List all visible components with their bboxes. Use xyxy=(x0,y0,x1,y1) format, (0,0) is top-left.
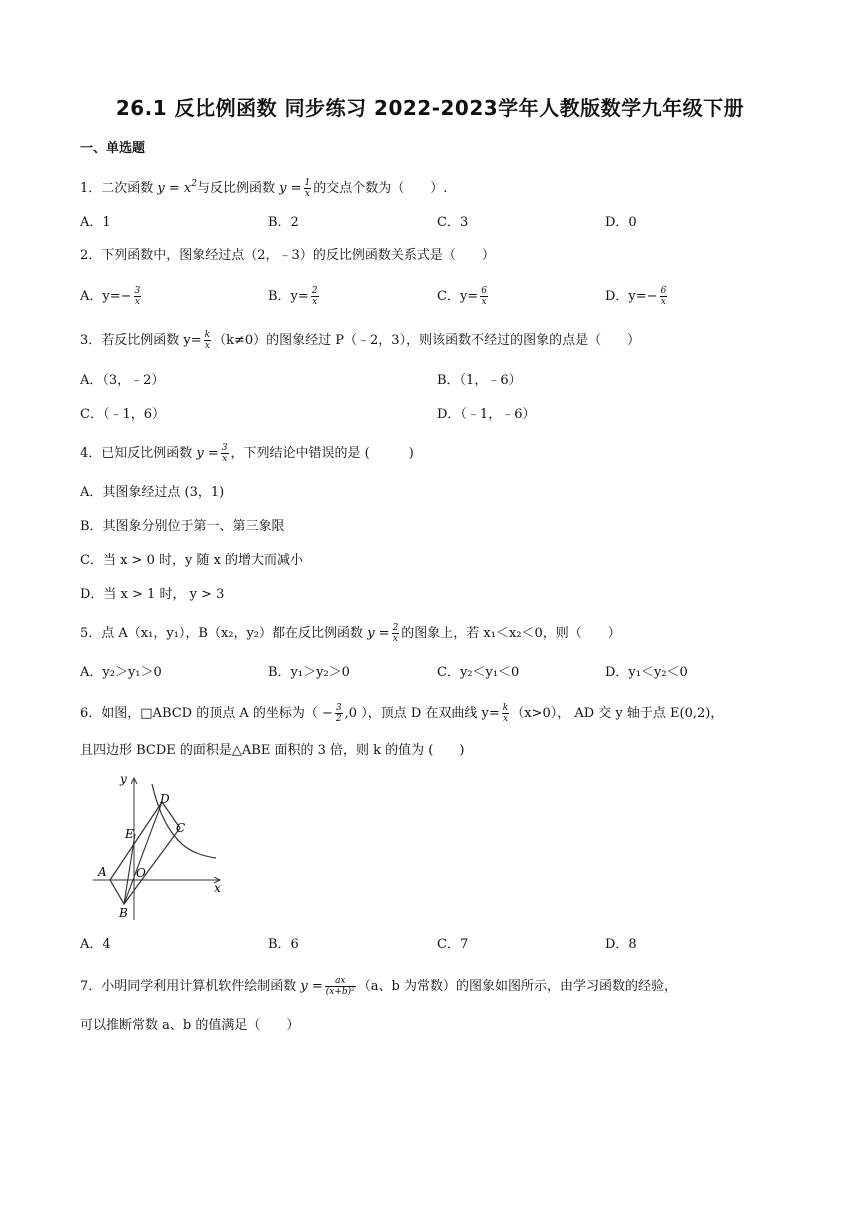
question-6-options xyxy=(80,935,720,955)
label-b: B xyxy=(119,906,128,920)
question-1: 1．二次函数 $y = x^2$与反比例函数 y = $\frac{1}{x}$ 的交点个数为（ ）. xyxy=(80,178,448,199)
question-7-line-2: 可以推断常数 a、b 的值满足（ ） xyxy=(80,1018,300,1033)
section-heading: 一、单选题 xyxy=(80,141,146,156)
label-x: x xyxy=(214,881,221,895)
question-5: 5．点 A（x₁，y₁），B（x₂，y₂）都在反比例函数 y = $\frac{2}{x}$ 的图象上，若 x₁＜x₂＜0，则（ ） xyxy=(80,623,621,644)
question-3: 3．若反比例函数 y= $\frac{k}{x}$ （k≠0）的图象经过 P（﹣2，3），则该函数不经过的图象的点是（ ） xyxy=(80,330,641,351)
question-6-line-2: 且四边形 BCDE 的面积是△ABE 面积的 3 倍，则 k 的值为 ( ) xyxy=(80,743,465,758)
question-6: 6．如图，□ABCD 的顶点 A 的坐标为（ − $\frac{3}{2}$ ,0 ），顶点 D 在双曲线 y= $\frac{k}{x}$ （x>0）， AD 交 y 轴于点 E(0,2)， xyxy=(80,703,724,724)
question-2: 2．下列函数中，图象经过点（2，﹣3）的反比例函数关系式是（ ） xyxy=(80,248,495,263)
label-a: A xyxy=(98,865,107,879)
option-a[interactable]: A．y=− $\frac{3}{x}$ xyxy=(80,286,141,307)
option-c[interactable]: C．7 xyxy=(437,937,469,952)
option-b[interactable]: B．6 xyxy=(268,937,299,952)
label-d: D xyxy=(160,792,170,806)
option-b[interactable]: B．其图象分别位于第一、第三象限 xyxy=(80,519,285,534)
label-c: C xyxy=(176,821,186,835)
question-3-options-row1 xyxy=(80,371,720,391)
option-a[interactable]: A．4 xyxy=(80,937,111,952)
option-b[interactable]: B．y= $\frac{2}{x}$ xyxy=(268,286,318,307)
option-c[interactable]: C．当 x > 0 时，y 随 x 的增大而减小 xyxy=(80,553,304,568)
option-d[interactable]: D．y₁＜y₂＜0 xyxy=(605,665,688,680)
option-d[interactable]: D．0 xyxy=(605,215,637,230)
fraction: $\frac{1}{x}$ xyxy=(304,178,311,199)
option-b[interactable]: B．y₁＞y₂＞0 xyxy=(268,665,350,680)
option-c[interactable]: C．y= $\frac{6}{x}$ xyxy=(437,286,487,307)
option-a[interactable]: A．y₂＞y₁＞0 xyxy=(80,665,162,680)
question-5-options xyxy=(80,663,720,683)
option-d[interactable]: D．y=− $\frac{6}{x}$ xyxy=(605,286,667,307)
option-b[interactable]: B．（1，﹣6） xyxy=(437,373,522,388)
page-title: 26.1 反比例函数 同步练习 2022-2023学年人教版数学九年级下册 xyxy=(115,96,745,120)
segment-be xyxy=(124,834,135,904)
question-4: 4．已知反比例函数 y = $\frac{3}{x}$ ，下列结论中错误的是 ( ) xyxy=(80,443,414,464)
question-1-options xyxy=(80,213,720,233)
parallelogram-abcd xyxy=(110,802,180,904)
label-o: O xyxy=(136,866,146,880)
option-a[interactable]: A．1 xyxy=(80,215,111,230)
question-2-options xyxy=(80,286,720,306)
option-c[interactable]: C．（﹣1，6） xyxy=(80,407,165,422)
label-e: E xyxy=(125,827,134,841)
option-d[interactable]: D．（﹣1，﹣6） xyxy=(437,407,536,422)
question-7: 7．小明同学利用计算机软件绘制函数 y = $\frac{ax}{\text{(x+b)²}}$ （a、b 为常数）的图象如图所示，由学习函数的经验， xyxy=(80,976,678,997)
option-d[interactable]: D．8 xyxy=(605,937,637,952)
option-d[interactable]: D．当 x > 1 时， y > 3 xyxy=(80,587,225,602)
option-c[interactable]: C．3 xyxy=(437,215,469,230)
option-c[interactable]: C．y₂＜y₁＜0 xyxy=(437,665,520,680)
option-a[interactable]: A．（3，﹣2） xyxy=(80,373,165,388)
parallelogram-hyperbola-figure xyxy=(88,770,238,920)
question-3-options-row2 xyxy=(80,405,720,425)
segment-bd xyxy=(124,802,162,904)
option-b[interactable]: B．2 xyxy=(268,215,299,230)
label-y: y xyxy=(120,772,127,786)
option-a[interactable]: A．其图象经过点 (3，1) xyxy=(80,485,225,500)
